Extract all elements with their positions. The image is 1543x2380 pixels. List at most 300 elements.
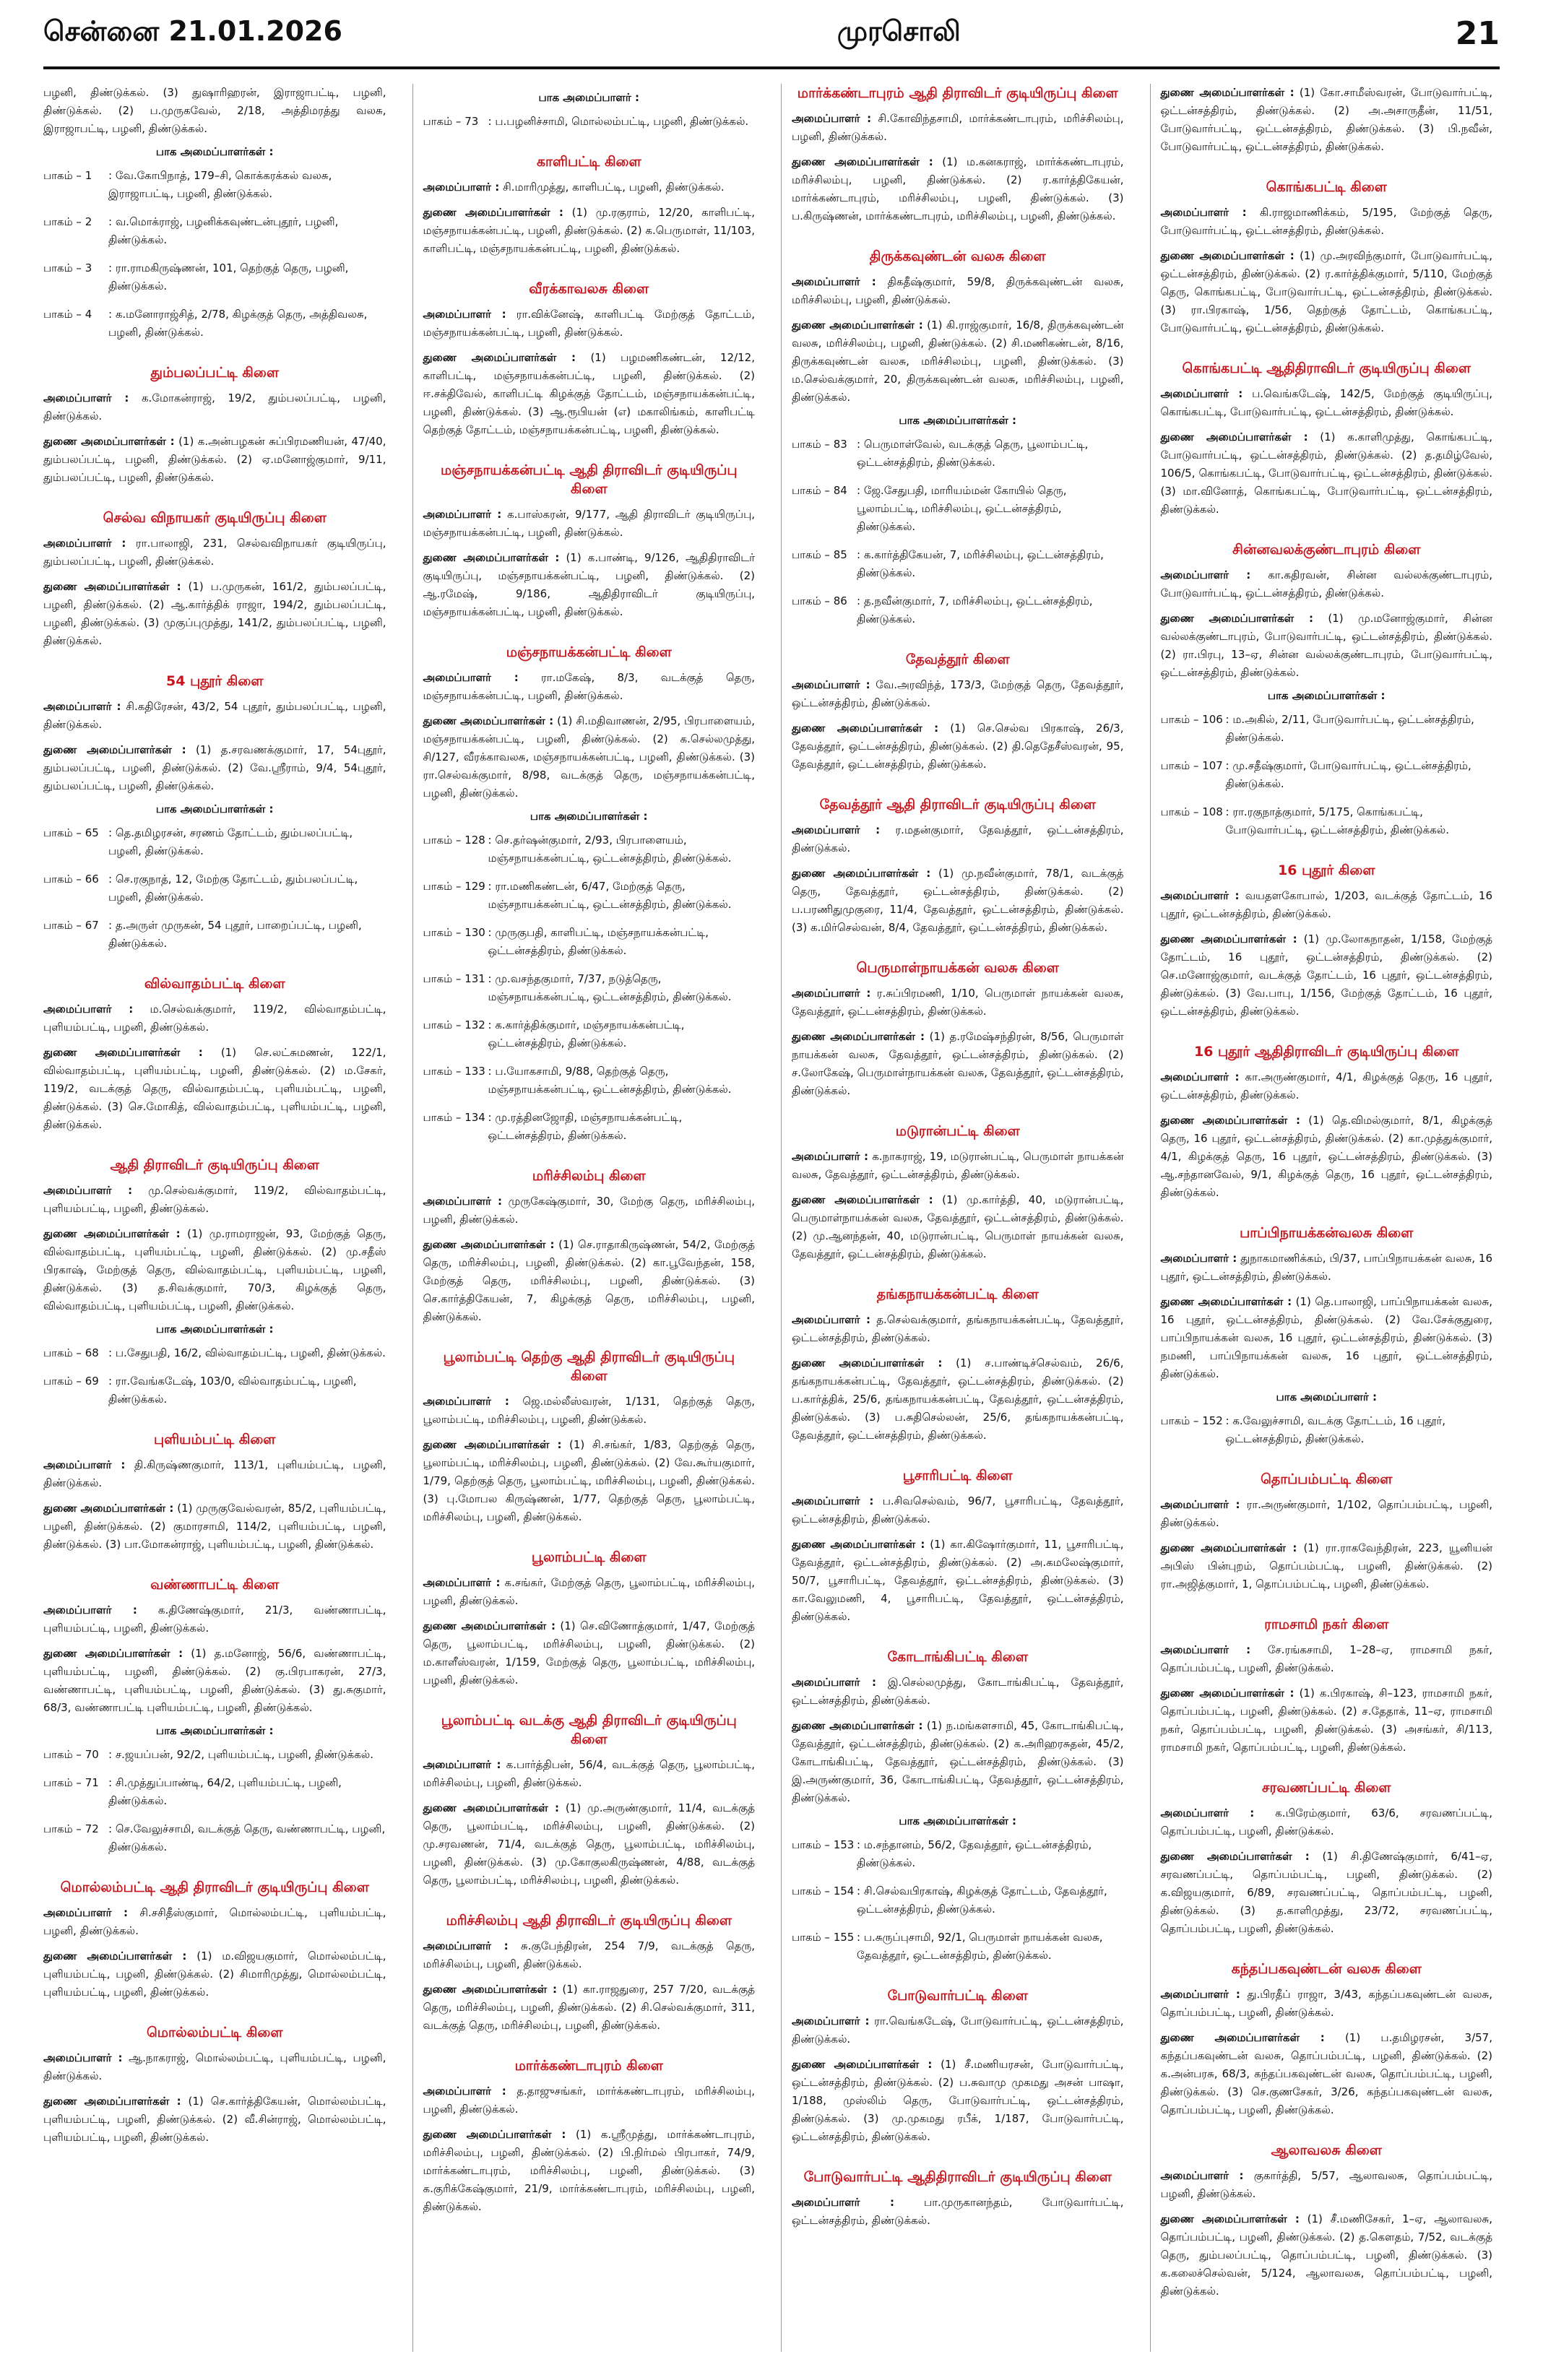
role-label: அமைப்பாளர் :	[792, 1150, 869, 1163]
booth-row	[1161, 711, 1493, 747]
branch-heading: மார்க்கண்டாபுரம் ஆதி திராவிடர் குடியிருப்பு கிளை	[797, 85, 1118, 101]
organizer-paragraph	[792, 1028, 1124, 1100]
branch-heading: கந்தப்பகவுண்டன் வலசு கிளை	[1231, 1961, 1422, 1977]
booth-number: பாகம் – 2	[43, 215, 92, 228]
role-label: அமைப்பாளர் :	[43, 1906, 129, 1919]
role-label: துணை அமைப்பாளர்கள் :	[423, 1238, 555, 1251]
organizer-text: க.சங்கர், மேற்குத் தெரு, பூலாம்பட்டி, மரிச்சிலம்பு, பழனி, திண்டுக்கல்.	[423, 1576, 755, 1607]
organizer-text: (1) ந.மங்களசாமி, 45, கோடாங்கிபட்டி, தேவத்தூர், ஒட்டன்சத்திரம், திண்டுக்கல். (2) க.அரிஹரசுதன், 45/2, கோடாங்கிபட்டி, தேவத்தூர், ஒட்டன்சத்திரம், திண்டுக்கல். (3) இ.அருண்குமார், 36, கோடாங்கிபட்டி, தேவத்தூர், ஒட்டன்சத்திரம், திண்டுக்கல்.	[792, 1719, 1124, 1804]
booth-row	[423, 113, 756, 131]
organizer-text: த.தாஜுசங்கர், மார்க்கண்டாபுரம், மரிச்சிலம்பு, பழனி, திண்டுக்கல்.	[423, 2085, 755, 2116]
role-label: அமைப்பாளர் :	[43, 700, 121, 713]
role-label: அமைப்பாளர் :	[423, 1758, 501, 1771]
role-label: துணை அமைப்பாளர்கள் :	[423, 714, 554, 727]
booth-number: பாகம் – 85	[792, 548, 847, 561]
organizer-text: ப.சிவசெல்வம், 96/7, பூசாரிபட்டி, தேவத்தூர், ஒட்டன்சத்திரம், திண்டுக்கல்.	[792, 1494, 1124, 1526]
booth-number: பாகம் – 4	[43, 308, 92, 321]
organizer-text: ஆ.நாகராஜ், மொல்லம்பட்டி, புளியம்பட்டி, பழனி, திண்டுக்கல்.	[43, 2051, 386, 2082]
branch-heading: தங்கநாயக்கன்பட்டி கிளை	[876, 1286, 1039, 1302]
role-label: அமைப்பாளர் :	[1160, 206, 1247, 219]
organizer-paragraph	[43, 2093, 386, 2147]
branch-heading: சரவணப்பட்டி கிளை	[1261, 1780, 1391, 1796]
branch-heading: போடுவார்பட்டி ஆதிதிராவிடர் குடியிருப்பு கிளை	[803, 2169, 1112, 2185]
organizer-paragraph	[1161, 385, 1493, 421]
organizer-text: (1) சி.சங்கர், 1/83, தெற்குத் தெரு, பூலாம்பட்டி, மரிச்சிலம்பு, பழனி, திண்டுக்கல். (2) வே.கூர்யகுமார், 1/79, தெற்குத் தெரு, பூலாம்பட்டி, மரிச்சிலம்பு, பழனி, திண்டுக்கல். (3) பு.மோபல கிருஷ்ணன், 1/77, தெற்குத் தெரு, பூலாம்பட்டி, மரிச்சிலம்பு, பழனி, திண்டுக்கல்.	[423, 1438, 755, 1523]
role-label: துணை அமைப்பாளர்கள் :	[792, 319, 923, 332]
organizer-text: (1) மு.ரகுராம், 12/20, காளிபட்டி, மஞ்சநாயக்கன்பட்டி, பழனி, திண்டுக்கல். (2) க.பெருமாள், 11/103, காளிபட்டி, மஞ்சநாயக்கன்பட்டி, பழனி, திண்டுக்கல்.	[423, 206, 755, 255]
organizer-text: (1) செ.செல்வ பிரகாஷ், 26/3, தேவத்தூர், ஒட்டன்சத்திரம், திண்டுக்கல். (2) தி.தெதேசீஸ்வரன், 95, தேவத்தூர், ஒட்டன்சத்திரம், திண்டுக்கல்.	[792, 722, 1124, 771]
role-label: அமைப்பாளர் :	[423, 1195, 503, 1208]
role-label: அமைப்பாளர் :	[792, 678, 870, 691]
branch-heading: மார்க்கண்டாபுரம் கிளை	[514, 2058, 663, 2074]
organizer-text: ரா.அருண்குமார், 1/102, தொப்பம்பட்டி, பழனி, திண்டுக்கல்.	[1160, 1498, 1492, 1529]
organizer-paragraph	[423, 306, 756, 342]
organizer-paragraph	[1161, 1496, 1493, 1532]
role-label: அமைப்பாளர் :	[423, 181, 500, 194]
organizer-text: (1) த.ரமேஷ்சந்திரன், 8/56, பெருமாள் நாயக்கன் வலசு, தேவத்தூர், ஒட்டன்சத்திரம், திண்டுக்கல். (2) ச.லோகேஷ், பெருமாள்நாயக்கன் வலசு, தேவத்தூர், ஒட்டன்சத்திரம், திண்டுக்கல்.	[792, 1030, 1124, 1097]
organizer-paragraph	[792, 2012, 1124, 2048]
organizer-text: முருகேஷ்குமார், 30, மேற்கு தெரு, மரிச்சிலம்பு, பழனி, திண்டுக்கல்.	[423, 1195, 755, 1226]
booth-organizer: : சி.முத்துப்பாண்டி, 64/2, புளியம்பட்டி, பழனி, திண்டுக்கல்.	[108, 1776, 342, 1807]
organizer-text: (1) க.காளிமுத்து, கொங்கபட்டி, போடுவார்பட்டி, ஒட்டன்சத்திரம், திண்டுக்கல். (2) த.தமிழ்வேல், 106/5, கொங்கபட்டி, போடுவார்பட்டி, ஒட்டன்சத்திரம், திண்டுக்கல். (3) மா.வினோத், கொங்கபட்டி, போடுவார்பட்டி, ஒட்டன்சத்திரம், திண்டுக்கல்.	[1160, 430, 1492, 516]
organizer-paragraph	[423, 1799, 756, 1890]
organizer-text: த.செல்வக்குமார், தங்கநாயக்கன்பட்டி, தேவத்தூர், ஒட்டன்சத்திரம், திண்டுக்கல்.	[792, 1313, 1124, 1344]
column-4	[1150, 84, 1500, 2352]
organizer-paragraph	[792, 1148, 1124, 1184]
booth-number: பாகம் – 130	[423, 926, 485, 939]
role-label: அமைப்பாளர் :	[792, 987, 871, 1000]
branch-heading: தும்பலப்பட்டி கிளை	[150, 365, 279, 381]
role-label: துணை அமைப்பாளர்கள் :	[1160, 612, 1314, 625]
branch-heading: மஞ்சநாயக்கன்பட்டி கிளை	[506, 644, 672, 660]
organizer-text: (1) மு.மனோஜ்குமார், சின்ன வல்லக்குண்டாபுரம், போடுவார்பட்டி, ஒட்டன்சத்திரம், திண்டுக்கல். (2) ரா.பிரபு, 13–ஏ, சின்ன வல்லக்குண்டாபுரம், போடுவார்பட்டி, ஒட்டன்சத்திரம், திண்டுக்கல்.	[1160, 612, 1492, 679]
organizer-paragraph	[792, 1536, 1124, 1626]
organizer-text: க.பார்த்திபன், 56/4, வடக்குத் தெரு, பூலாம்பட்டி, மரிச்சிலம்பு, பழனி, திண்டுக்கல்.	[423, 1758, 755, 1789]
branch-heading: மொல்லம்பட்டி ஆதி திராவிடர் குடியிருப்பு கிளை	[60, 1879, 369, 1895]
organizer-paragraph	[792, 2194, 1124, 2230]
organizer-text: ரா.பாலாஜி, 231, செல்வவிநாயகர் குடியிருப்பு, தும்பலப்பட்டி, பழனி, திண்டுக்கல்.	[43, 537, 386, 568]
branch-heading: பெருமாள்நாயக்கன் வலசு கிளை	[856, 960, 1059, 976]
booth-number: பாகம் – 133	[423, 1065, 485, 1078]
organizer-text: சி.சசிதீஸ்குமார், மொல்லம்பட்டி, புளியம்பட்டி, பழனி, திண்டுக்கல்.	[43, 1906, 386, 1937]
role-label: துணை அமைப்பாளர்கள் :	[792, 722, 939, 735]
role-label: அமைப்பாளர் :	[423, 1395, 509, 1408]
organizer-text: (1) பழமணிகண்டன், 12/12, காளிபட்டி, மஞ்சநாயக்கன்பட்டி, பழனி, திண்டுக்கல். (2) ஈ.சக்திவேல், காளிபட்டி கிழக்குத் தோட்டம், மஞ்சநாயக்கன்பட்டி, பழனி, திண்டுக்கல். (3) ஆ.ரூபியன் (எ) மகாலிங்கம், காளிபட்டி தெற்குத் தோட்டம், மஞ்சநாயக்கன்பட்டி, பழனி, திண்டுக்கல்.	[423, 351, 755, 436]
booth-organizer: : முருகுபதி, காளிபட்டி, மஞ்சநாயக்கன்பட்டி, ஒட்டன்சத்திரம், திண்டுக்கல்.	[488, 926, 709, 957]
organizer-paragraph	[423, 1393, 756, 1429]
booth-number: பாகம் – 108	[1160, 805, 1223, 818]
organizer-paragraph	[1161, 930, 1493, 1021]
role-label: அமைப்பாளர் :	[43, 537, 126, 550]
role-label: துணை அமைப்பாளர்கள் :	[1160, 932, 1297, 945]
organizer-paragraph	[792, 1492, 1124, 1528]
organizer-paragraph	[423, 1756, 756, 1792]
booth-number: பாகம் – 73	[423, 115, 479, 128]
organizer-text: க.திணேஷ்குமார், 21/3, வண்ணாபட்டி, புளியம்பட்டி, பழனி, திண்டுக்கல்.	[43, 1604, 386, 1635]
organizer-text: க.நாகராஜ், 19, மடுரான்பட்டி, பெருமாள் நாயக்கன் வலசு, தேவத்தூர், ஒட்டன்சத்திரம், திண்டுக்கல்.	[792, 1150, 1124, 1181]
branch-heading: காளிபட்டி கிளை	[536, 154, 641, 170]
role-label: துணை அமைப்பாளர்கள் :	[423, 1438, 562, 1451]
organizer-paragraph	[792, 153, 1124, 225]
organizer-paragraph	[1161, 2167, 1493, 2203]
organizer-text: (1) க.பிரகாஷ், சி–123, ராமசாமி நகர், தொப்பம்பட்டி, பழனி, திண்டுக்கல். (2) ச.தேதாக், 11–ஏ, ராமசாமி நகர், தொப்பம்பட்டி, பழனி, திண்டுக்கல். (3) அசங்கர், சி/113, ராமசாமி நகர், தொப்பம்பட்டி, பழனி, திண்டுக்கல்.	[1160, 1687, 1492, 1754]
role-label: துணை அமைப்பாளர்கள் :	[43, 1227, 181, 1240]
booth-organizer: : ச.ஜயப்பன், 92/2, புளியம்பட்டி, பழனி, திண்டுக்கல்.	[108, 1748, 374, 1761]
organizer-paragraph	[792, 676, 1124, 712]
role-label: துணை அமைப்பாளர்கள் :	[423, 2128, 566, 2141]
role-label: துணை அமைப்பாளர்கள் :	[1160, 430, 1308, 443]
role-label: அமைப்பாளர் :	[423, 508, 502, 521]
booth-row	[43, 1746, 386, 1764]
booth-row	[792, 1929, 1124, 1965]
organizer-text: சி.மாரிமுத்து, காளிபட்டி, பழனி, திண்டுக்கல்.	[499, 181, 725, 194]
booth-organizers-label: பாக அமைப்பாளர் :	[1276, 1390, 1377, 1403]
booth-number: பாகம் – 155	[792, 1931, 855, 1944]
role-label: அமைப்பாளர் :	[1160, 1988, 1240, 2001]
booth-organizer: : மு.ரத்தினஜோதி, மஞ்சநாயக்கன்பட்டி, ஒட்டன்சத்திரம், திண்டுக்கல்.	[488, 1111, 683, 1142]
booth-number: பாகம் – 71	[43, 1776, 99, 1789]
role-label: அமைப்பாளர் :	[423, 1939, 509, 1952]
organizer-paragraph	[43, 389, 386, 425]
role-label: துணை அமைப்பாளர்கள் :	[43, 2095, 181, 2108]
organizer-paragraph	[792, 316, 1124, 407]
organizer-paragraph	[43, 698, 386, 734]
role-label: துணை அமைப்பாளர்கள் :	[43, 1950, 187, 1963]
booth-organizer: : செ.ரகுநாத், 12, மேற்கு தோட்டம், தும்பலப்பட்டி, பழனி, திண்டுக்கல்.	[108, 873, 358, 904]
organizer-paragraph	[1161, 1684, 1493, 1757]
organizer-paragraph	[43, 1000, 386, 1037]
booth-row	[43, 824, 386, 860]
role-label: அமைப்பாளர் :	[1160, 1498, 1240, 1511]
booth-organizers-label: பாக அமைப்பாளர் :	[538, 91, 639, 104]
organizer-paragraph	[423, 1981, 756, 2035]
organizer-text: (1) செ.கார்த்திகேயன், மொல்லம்பட்டி, புளியம்பட்டி, பழனி, திண்டுக்கல். (2) வீ.சின்ராஜ், மொல்லம்பட்டி, புளியம்பட்டி, பழனி, திண்டுக்கல்.	[43, 2095, 386, 2144]
role-label: துணை அமைப்பாளர்கள் :	[1160, 86, 1295, 99]
role-label: துணை அமைப்பாளர்கள் :	[43, 435, 175, 448]
organizer-text: குகார்த்தி, 5/57, ஆலாவலசு, தொப்பம்பட்டி, பழனி, திண்டுக்கல்.	[1160, 2169, 1492, 2200]
booth-number: பாகம் – 154	[792, 1884, 855, 1897]
organizer-paragraph	[1161, 428, 1493, 519]
booth-row	[423, 1063, 756, 1099]
organizer-text: கா.கதிரவன், சின்ன வல்லக்குண்டாபுரம், போடுவார்பட்டி, ஒட்டன்சத்திரம், திண்டுக்கல்.	[1160, 568, 1492, 600]
role-label: அமைப்பாளர் :	[43, 1458, 126, 1471]
column-1	[43, 84, 394, 2352]
organizer-text: ம.செல்வக்குமார், 119/2, வில்வாதம்பட்டி, புளியம்பட்டி, பழனி, திண்டுக்கல்.	[43, 1003, 386, 1034]
booth-row	[43, 213, 386, 249]
organizer-text: (1) சீ.மணியரசன், போடுவார்பட்டி, ஒட்டன்சத்திரம், திண்டுக்கல். (2) ப.சுவாமு முகமது அசன் பாஷா, 1/188, முஸ்லிம் தெரு, போடுவார்பட்டி, ஒட்டன்சத்திரம், திண்டுக்கல். (3) மு.முகமது ரபீக், 1/187, போடுவார்பட்டி, ஒட்டன்சத்திரம், திண்டுக்கல்.	[792, 2058, 1124, 2143]
role-label: அமைப்பாளர் :	[43, 391, 129, 404]
branch-heading: தேவத்தூர் கிளை	[905, 652, 1010, 667]
branch-heading: 16 புதூர் கிளை	[1278, 862, 1375, 878]
role-label: துணை அமைப்பாளர்கள் :	[1160, 1295, 1292, 1308]
organizer-text: (1) முருகுவேல்வரன், 85/2, புளியம்பட்டி, பழனி, திண்டுக்கல். (2) குமாரசாமி, 114/2, புளியம்பட்டி, பழனி, திண்டுக்கல். (3) பா.மோகன்ராஜ், புளியம்பட்டி, பழனி, திண்டுக்கல்.	[43, 1502, 386, 1551]
organizer-paragraph	[43, 1645, 386, 1717]
organizer-paragraph	[1161, 204, 1493, 240]
branch-heading: மரிச்சிலம்பு கிளை	[532, 1168, 646, 1184]
role-label: அமைப்பாளர் :	[43, 1003, 134, 1016]
role-label: அமைப்பாளர் :	[1160, 1806, 1255, 1819]
organizer-paragraph	[1161, 247, 1493, 337]
organizer-text: (1) மு.அருண்குமார், 11/4, வடக்குத் தெரு, பூலாம்பட்டி, மரிச்சிலம்பு, பழனி, திண்டுக்கல். (2) மு.சரவணன், 71/4, வடக்குத் தெரு, பூலாம்பட்டி, மரிச்சிலம்பு, பழனி, திண்டுக்கல். (3) மு.கோகுலகிருஷ்ணன், 4/88, வடக்குத் தெரு, பூலாம்பட்டி, மரிச்சிலம்பு, பழனி, திண்டுக்கல்.	[423, 1801, 755, 1887]
booth-organizer: : க.மனோராஜ்சித், 2/78, கிழக்குத் தெரு, அத்திவலசு, பழனி, திண்டுக்கல்.	[108, 308, 368, 339]
branch-heading: ராமசாமி நகர் கிளை	[1264, 1617, 1389, 1632]
organizer-paragraph	[43, 1182, 386, 1218]
booth-organizers-label: பாக அமைப்பாளர்கள் :	[899, 1814, 1017, 1827]
branch-heading: திருக்கவுண்டன் வலசு கிளை	[869, 248, 1046, 264]
role-label: துணை அமைப்பாளர்கள் :	[43, 1502, 174, 1515]
branch-heading: மொல்லம்பட்டி கிளை	[146, 2025, 283, 2041]
role-label: துணை அமைப்பாளர்கள் :	[1160, 1541, 1297, 1554]
booth-row	[792, 1836, 1124, 1872]
organizer-paragraph	[1161, 1112, 1493, 1202]
booth-organizer: : ம.அகில், 2/11, போடுவார்பட்டி, ஒட்டன்சத்திரம், திண்டுக்கல்.	[1225, 713, 1474, 744]
booth-row	[43, 870, 386, 906]
booth-organizer: : ப.பழனிச்சாமி, மொல்லம்பட்டி, பழனி, திண்டுக்கல்.	[488, 115, 749, 128]
organizer-text: (1) மு.அரவிந்குமார், போடுவார்பட்டி, ஒட்டன்சத்திரம், திண்டுக்கல். (2) ர.கார்த்திக்குமார், 5/110, மேற்குத் தெரு, கொங்கபட்டி, போடுவார்பட்டி, ஒட்டன்சத்திரம், திண்டுக்கல். (3) ரா.பிரகாஷ், 1/56, தெற்குத் தோட்டம், கொங்கபட்டி, போடுவார்பட்டி, ஒட்டன்சத்திரம், திண்டுக்கல்.	[1160, 249, 1492, 334]
organizer-text: (1) செ.லட்சுமணன், 122/1, வில்வாதம்பட்டி, புளியம்பட்டி, பழனி, திண்டுக்கல். (2) ம.சேகர், 119/2, வடக்குத் தெரு, வில்வாதம்பட்டி, புளியம்பட்டி, பழனி, திண்டுக்கல். (3) செ.மோகித், வில்வாதம்பட்டி, புளியம்பட்டி, பழனி, திண்டுக்கல்.	[43, 1046, 386, 1131]
booth-organizer: : க.வேலுச்சாமி, வடக்கு தோட்டம், 16 புதூர், ஒட்டன்சத்திரம், திண்டுக்கல்.	[1225, 1414, 1445, 1445]
booth-row	[423, 831, 756, 867]
booth-number: பாகம் – 86	[792, 594, 847, 607]
branch-heading: பூலாம்பட்டி தெற்கு ஆதி திராவிடர் குடியிருப்பு கிளை	[443, 1349, 735, 1384]
organizer-text: ர.மதன்குமார், தேவத்தூர், ஒட்டன்சத்திரம், திண்டுக்கல்.	[792, 823, 1124, 854]
role-label: அமைப்பாளர் :	[792, 1494, 874, 1507]
organizer-text: (1) செ.ராதாகிருஷ்ணன், 54/2, மேற்குத் தெரு, மரிச்சிலம்பு, பழனி, திண்டுக்கல். (2) கா.பூவேந்தன், 158, மேற்குத் தெரு, மரிச்சிலம்பு, பழனி, திண்டுக்கல். (3) செ.கார்த்திகேயன், 7, கிழக்குத் தெரு, மரிச்சிலம்பு, பழனி, திண்டுக்கல்.	[423, 1238, 755, 1323]
organizer-text: (1) க.பாண்டி, 9/126, ஆதிதிராவிடர் குடியிருப்பு, மஞ்சநாயக்கன்பட்டி, பழனி, திண்டுக்கல். (2) ஆ.ரமேஷ், 9/186, ஆதிதிராவிடர் குடியிருப்பு, மஞ்சநாயக்கன்பட்டி, பழனி, திண்டுக்கல்.	[423, 551, 755, 618]
booth-number: பாகம் – 128	[423, 834, 485, 847]
role-label: துணை அமைப்பாளர்கள் :	[423, 1801, 560, 1814]
booth-organizer: : பெருமாள்வேல், வடக்குத் தெரு, பூலாம்பட்டி, ஒட்டன்சத்திரம், திண்டுக்கல்.	[857, 438, 1089, 469]
branch-heading: மடுரான்பட்டி கிளை	[895, 1123, 1020, 1139]
role-label: அமைப்பாளர் :	[792, 823, 881, 836]
organizer-text: ஜெ.மல்லீஸ்வரன், 1/131, தெற்குத் தெரு, பூலாம்பட்டி, மரிச்சிலம்பு, பழனி, திண்டுக்கல்.	[423, 1395, 755, 1426]
role-label: அமைப்பாளர் :	[792, 112, 872, 125]
branch-heading: வில்வாதம்பட்டி கிளை	[144, 976, 285, 992]
booth-organizers-label: பாக அமைப்பாளர்கள் :	[155, 1323, 274, 1336]
booth-row	[792, 482, 1124, 536]
organizer-text: திகதீஷ்குமார், 59/8, திருக்கவுண்டன் வலசு, மரிச்சிலம்பு, பழனி, திண்டுக்கல்.	[792, 275, 1124, 306]
organizer-paragraph	[792, 1717, 1124, 1807]
organizer-paragraph	[43, 1904, 386, 1940]
branch-heading: வீரக்காவலசு கிளை	[529, 281, 649, 297]
booth-number: பாகம் – 3	[43, 261, 92, 274]
organizer-paragraph	[43, 1456, 386, 1492]
role-label: துணை அமைப்பாளர்கள் :	[423, 351, 576, 364]
column-3	[781, 84, 1131, 2352]
booth-row	[43, 1372, 386, 1408]
role-label: அமைப்பாளர் :	[1160, 568, 1251, 581]
booth-organizer: : ரா.மணிகண்டன், 6/47, மேற்குத் தெரு, மஞ்சநாயக்கன்பட்டி, ஒட்டன்சத்திரம், திண்டுக்கல்.	[488, 880, 732, 911]
booth-number: பாகம் – 69	[43, 1375, 99, 1388]
organizer-text: சி.கதிரேசன், 43/2, 54 புதூர், தும்பலப்பட்டி, பழனி, திண்டுக்கல்.	[43, 700, 386, 731]
organizer-paragraph	[423, 712, 756, 802]
booth-number: பாகம் – 66	[43, 873, 99, 886]
role-label: அமைப்பாளர் :	[423, 671, 519, 684]
role-label: துணை அமைப்பாளர்கள் :	[43, 743, 186, 756]
organizer-paragraph	[43, 1601, 386, 1637]
organizer-paragraph	[1161, 2029, 1493, 2119]
organizer-paragraph	[792, 1191, 1124, 1263]
branch-heading: தொப்பம்பட்டி கிளை	[1261, 1471, 1393, 1487]
role-label: துணை அமைப்பாளர்கள் :	[792, 1719, 923, 1732]
organizer-text: ப.வெங்கடேஷ், 142/5, மேற்குத் குடியிருப்பு, கொங்கபட்டி, போடுவார்பட்டி, ஒட்டன்சத்திரம், திண்டுக்கல்.	[1160, 387, 1492, 418]
organizer-text: (1) மு.லோகநாதன், 1/158, மேற்குத் தோட்டம், 16 புதூர், ஒட்டன்சத்திரம், திண்டுக்கல். (2) செ.மனோஜ்குமார், வடக்குத் தோட்டம், 16 புதூர், ஒட்டன்சத்திரம், திண்டுக்கல். (3) வே.பாபு, 1/156, மேற்குத் தோட்டம், 16 புதூர், ஒட்டன்சத்திரம், திண்டுக்கல்.	[1160, 932, 1492, 1018]
booth-organizers-label: பாக அமைப்பாளர்கள் :	[899, 414, 1017, 427]
role-label: அமைப்பாளர் :	[792, 2196, 894, 2209]
booth-organizer: : ரா.ரகுநாத்குமார், 5/175, கொங்கபட்டி, போடுவார்பட்டி, ஒட்டன்சத்திரம், திண்டுக்கல்.	[1225, 805, 1450, 836]
role-label: அமைப்பாளர் :	[43, 2051, 123, 2064]
booth-number: பாகம் – 84	[792, 484, 847, 497]
booth-row	[43, 306, 386, 342]
role-label: துணை அமைப்பாளர்கள் :	[43, 1647, 183, 1660]
branch-heading: தேவத்தூர் ஆதி திராவிடர் குடியிருப்பு கிளை	[819, 797, 1096, 813]
organizer-text: ர.சுப்பிரமணி, 1/10, பெருமாள் நாயக்கன் வலசு, தேவத்தூர், ஒட்டன்சத்திரம், திண்டுக்கல்.	[792, 987, 1124, 1018]
booth-organizer: : த.நவீன்குமார், 7, மரிச்சிலம்பு, ஒட்டன்சத்திரம், திண்டுக்கல்.	[857, 594, 1093, 626]
organizer-text: இ.செல்லமுத்து, கோடாங்கிபட்டி, தேவத்தூர், ஒட்டன்சத்திரம், திண்டுக்கல்.	[792, 1676, 1124, 1707]
role-label: துணை அமைப்பாளர்கள் :	[1160, 1850, 1310, 1863]
organizer-text: (1) மு.கார்த்தி, 40, மடுரான்பட்டி, பெருமாள்நாயக்கன் வலசு, தேவத்தூர், ஒட்டன்சத்திரம், திண்டுக்கல். (2) மு.ஆனந்தன், 40, மடுரான்பட்டி, பெருமாள் நாயக்கன் வலசு, தேவத்தூர், ஒட்டன்சத்திரம், திண்டுக்கல்.	[792, 1193, 1124, 1260]
booth-organizer: : வே.கோபிநாத், 179–சி, கொக்கரக்கல் வலசு, இராஜாபட்டி, பழனி, திண்டுக்கல்.	[108, 169, 332, 200]
organizer-paragraph	[423, 178, 756, 196]
booth-organizer: : ம.சந்தானம், 56/2, தேவத்தூர், ஒட்டன்சத்திரம், திண்டுக்கல்.	[857, 1838, 1092, 1869]
organizer-text: பா.முருகானந்தம், போடுவார்பட்டி, ஒட்டன்சத்திரம், திண்டுக்கல்.	[792, 2196, 1124, 2227]
booth-organizer: : செ.வேலுச்சாமி, வடக்குத் தெரு, வண்ணாபட்டி, பழனி, திண்டுக்கல்.	[108, 1822, 386, 1853]
branch-heading: வண்ணாபட்டி கிளை	[150, 1577, 280, 1593]
organizer-text: (1) கா.ராஜதுரை, 257 7/20, வடக்குத் தெரு, மரிச்சிலம்பு, பழனி, திண்டுக்கல். (2) சி.செல்வக்குமார், 311, வடக்குத் தெரு, மரிச்சிலம்பு, பழனி, திண்டுக்கல்.	[423, 1983, 755, 2032]
organizer-text: துநாகமாணிக்கம், பி/37, பாப்பிநாயக்கன் வலசு, 16 புதூர், ஒட்டன்சத்திரம், திண்டுக்கல்.	[1160, 1252, 1492, 1283]
organizer-paragraph	[423, 349, 756, 439]
organizer-text: க.மோகன்ராஜ், 19/2, தும்பலப்பட்டி, பழனி, திண்டுக்கல்.	[43, 391, 386, 423]
booth-organizer: : ப.சுருப்புசாமி, 92/1, பெருமாள் நாயக்கன் வலசு, தேவத்தூர், ஒட்டன்சத்திரம், திண்டுக்கல்.	[857, 1931, 1103, 1962]
booth-number: பாகம் – 70	[43, 1748, 99, 1761]
organizer-paragraph	[43, 433, 386, 487]
organizer-paragraph	[792, 2056, 1124, 2146]
branch-heading: புளியம்பட்டி கிளை	[154, 1432, 276, 1448]
role-label: துணை அமைப்பாளர்கள் :	[423, 551, 560, 564]
role-label: துணை அமைப்பாளர்கள் :	[792, 1356, 943, 1369]
booth-number: பாகம் – 153	[792, 1838, 855, 1851]
organizer-text: (1) ம.விஜயகுமார், மொல்லம்பட்டி, புளியம்பட்டி, பழனி, திண்டுக்கல். (2) சிமாரிமுத்து, மொல்லம்பட்டி, புளியம்பட்டி, பழனி, திண்டுக்கல்.	[43, 1950, 386, 1999]
organizer-paragraph	[43, 84, 386, 138]
organizer-paragraph	[43, 1044, 386, 1134]
booth-organizer: : வ.மொக்ராஜ், பழனிக்கவுண்டன்புதூர், பழனி, திண்டுக்கல்.	[108, 215, 339, 246]
role-label: துணை அமைப்பாளர்கள் :	[792, 1193, 933, 1206]
organizer-paragraph	[1161, 1641, 1493, 1677]
booth-organizer: : ப.யோகசாமி, 9/88, தெற்குத் தெரு, மஞ்சநாயக்கன்பட்டி, ஒட்டன்சத்திரம், திண்டுக்கல்.	[488, 1065, 732, 1096]
organizer-text: (1) க.அன்பழகன் சுப்பிரமணியன், 47/40, தும்பலப்பட்டி, பழனி, திண்டுக்கல். (2) ஏ.மனோஜ்குமார், 9/11, தும்பலப்பட்டி, பழனி, திண்டுக்கல்.	[43, 435, 386, 484]
role-label: துணை அமைப்பாளர்கள் :	[792, 155, 933, 168]
booth-number: பாகம் – 1	[43, 169, 92, 182]
role-label: அமைப்பாளர் :	[792, 2015, 870, 2028]
organizer-paragraph	[43, 535, 386, 571]
booth-number: பாகம் – 152	[1160, 1414, 1223, 1427]
organizer-text: மு.செல்வக்குமார், 119/2, வில்வாதம்பட்டி, புளியம்பட்டி, பழனி, திண்டுக்கல்.	[43, 1184, 386, 1215]
organizer-text: (1) சீ.மணிசேகர், 1–ஏ, ஆலாவலசு, தொப்பம்பட்டி, பழனி, திண்டுக்கல். (2) த.கௌதம், 7/52, வடக்குத் தெரு, தும்பலப்பட்டி, தொப்பம்பட்டி, பழனி, திண்டுக்கல். (3) க.கலைச்செல்வன், 5/124, ஆலாவலசு, தொப்பம்பட்டி, பழனி, திண்டுக்கல்.	[1160, 2212, 1492, 2298]
organizer-paragraph	[1161, 1848, 1493, 1938]
booth-organizers-label: பாக அமைப்பாளர்கள் :	[155, 1724, 274, 1737]
branch-heading: போடுவார்பட்டி கிளை	[887, 1988, 1028, 2004]
booth-row	[792, 436, 1124, 472]
organizer-paragraph	[792, 719, 1124, 774]
organizer-paragraph	[43, 1947, 386, 2002]
booth-row	[43, 1774, 386, 1810]
role-label: அமைப்பாளர் :	[1160, 1643, 1251, 1656]
organizer-text: (1) த.சரவணக்குமார், 17, 54புதூர், தும்பலப்பட்டி, பழனி, திண்டுக்கல். (2) வே.ஸ்ரீராம், 9/4, 54புதூர், தும்பலப்பட்டி, பழனி, திண்டுக்கல்.	[43, 743, 386, 792]
organizer-paragraph	[423, 1617, 756, 1689]
organizer-text: (1) சி.திணேஷ்குமார், 6/41–ஏ, சரவணப்பட்டி, தொப்பம்பட்டி, பழனி, திண்டுக்கல். (2) க.விஜயகுமார், 6/89, சரவணப்பட்டி, தொப்பம்பட்டி, பழனி, திண்டுக்கல். (3) த.காளிமுத்து, 23/72, சரவணப்பட்டி, தொப்பம்பட்டி, பழனி, திண்டுக்கல்.	[1160, 1850, 1492, 1935]
organizer-text: வயதளகோபால், 1/203, வடக்குத் தோட்டம், 16 புதூர், ஒட்டன்சத்திரம், திண்டுக்கல்.	[1160, 889, 1492, 920]
role-label: அமைப்பாளர் :	[1160, 2169, 1244, 2182]
masthead	[43, 0, 1500, 69]
role-label: துணை அமைப்பாளர்கள் :	[43, 580, 181, 593]
organizer-paragraph	[1161, 1250, 1493, 1286]
organizer-paragraph	[423, 1574, 756, 1610]
booth-number: பாகம் – 131	[423, 972, 485, 985]
booth-organizer: : க.கார்த்திகேயன், 7, மரிச்சிலம்பு, ஒட்டன்சத்திரம், திண்டுக்கல்.	[857, 548, 1104, 579]
organizer-text: (1) கா.கிஷோர்குமார், 11, பூசாரிபட்டி, தேவத்தூர், ஒட்டன்சத்திரம், திண்டுக்கல். (2) அ.கமலேஷ்குமார், 50/7, பூசாரிபட்டி, தேவத்தூர், ஒட்டன்சத்திரம், திண்டுக்கல். (3) கா.வேலுமணி, 4, பூசாரிபட்டி, தேவத்தூர், ஒட்டன்சத்திரம், திண்டுக்கல்.	[792, 1538, 1124, 1623]
role-label: துணை அமைப்பாளர்கள் :	[1160, 1114, 1300, 1127]
branch-heading: கொங்கபட்டி கிளை	[1266, 179, 1387, 195]
organizer-paragraph	[792, 1311, 1124, 1347]
booth-organizer: : செ.தர்ஷன்குமார், 2/93, பிரபாளையம், மஞ்சநாயக்கன்பட்டி, ஒட்டன்சத்திரம், திண்டுக்கல்.	[488, 834, 732, 865]
booth-row	[1161, 1412, 1493, 1448]
booth-organizers-label: பாக அமைப்பாளர்கள் :	[155, 145, 274, 158]
booth-row	[423, 1016, 756, 1052]
booth-organizer: : ப.சேதுபதி, 16/2, வில்வாதம்பட்டி, பழனி, திண்டுக்கல்.	[108, 1346, 386, 1359]
booth-row	[43, 1344, 386, 1362]
role-label: துணை அமைப்பாளர்கள் :	[792, 867, 931, 880]
branch-heading: ஆதி திராவிடர் குடியிருப்பு கிளை	[110, 1157, 319, 1173]
booth-number: பாகம் – 106	[1160, 713, 1223, 726]
role-label: அமைப்பாளர் :	[1160, 387, 1243, 400]
organizer-paragraph	[423, 1937, 756, 1973]
organizer-text: (1) தெ.விமல்குமார், 8/1, கிழக்குத் தெரு, 16 புதூர், ஒட்டன்சத்திரம், திண்டுக்கல். (2) கா.முத்துக்குமார், 4/1, கிழக்குத் தெரு, 16 புதூர், ஒட்டன்சத்திரம், திண்டுக்கல். (3) ஆ.சந்தானவேல், 9/1, கிழக்குத் தெரு, 16 புதூர், ஒட்டன்சத்திரம், திண்டுக்கல்.	[1160, 1114, 1492, 1199]
organizer-paragraph	[1161, 1804, 1493, 1840]
organizer-paragraph	[1161, 1293, 1493, 1383]
organizer-text: (1) ரா.ராகவேந்திரன், 223, யூனியன் அபிஸ் பின்புறம், தொப்பம்பட்டி, பழனி, திண்டுக்கல். (2) ரா.அஜித்குமார், 1, தொப்பம்பட்டி, பழனி, திண்டுக்கல்.	[1160, 1541, 1492, 1591]
organizer-paragraph	[423, 204, 756, 258]
booth-row	[792, 546, 1124, 582]
role-label: துணை அமைப்பாளர்கள் :	[792, 2058, 933, 2071]
organizer-text: (1) மு.நவீன்குமார், 78/1, வடக்குத் தெரு, தேவத்தூர், ஒட்டன்சத்திரம், திண்டுக்கல். (2) ப.பரணிதுமுகுரை, 11/4, தேவத்தூர், ஒட்டன்சத்திரம், திண்டுக்கல். (3) க.மிர்செல்வன், 8/4, தேவத்தூர், ஒட்டன்சத்திரம், திண்டுக்கல்.	[792, 867, 1124, 934]
branch-heading: மஞ்சநாயக்கன்பட்டி ஆதி திராவிடர் குடியிருப்பு கிளை	[441, 462, 738, 497]
role-label: அமைப்பாளர் :	[792, 1676, 876, 1689]
organizer-paragraph	[423, 1436, 756, 1526]
organizer-text: சி.கோவிந்தசாமி, மார்க்கண்டாபுரம், மரிச்சிலம்பு, பழனி, திண்டுக்கல்.	[792, 112, 1124, 143]
organizer-text: (1) ம.கனகராஜ், மார்க்கண்டாபுரம், மரிச்சிலம்பு, பழனி, திண்டுக்கல். (2) ர.கார்த்திகேயன், மார்க்கண்டாபுரம், மரிச்சிலம்பு, பழனி, திண்டுக்கல். (3) ப.கிருஷ்ணன், மார்க்கண்டாபுரம், மரிச்சிலம்பு, பழனி, திண்டுக்கல்.	[792, 155, 1124, 222]
role-label: அமைப்பாளர் :	[423, 2085, 506, 2098]
organizer-text: (1) கி.ராஜ்குமார், 16/8, திருக்கவுண்டன் வலசு, மரிச்சிலம்பு, பழனி, திண்டுக்கல். (2) சி.மணிகண்டன், 8/16, திருக்கவுண்டன் வலசு, மரிச்சிலம்பு, பழனி, திண்டுக்கல். (3) ம.செல்வக்குமார், 20, திருக்கவுண்டன் வலசு, மரிச்சிலம்பு, பழனி, திண்டுக்கல்.	[792, 319, 1124, 404]
organizer-text: ரா.விக்னேஷ், காளிபட்டி மேற்குத் தோட்டம், மஞ்சநாயக்கன்பட்டி, பழனி, திண்டுக்கல்.	[423, 308, 755, 339]
organizer-paragraph	[792, 273, 1124, 309]
organizer-text: (1) ப.முருகன், 161/2, தும்பலப்பட்டி, பழனி, திண்டுக்கல். (2) ஆ.கார்த்திக் ராஜா, 194/2, தும்பலப்பட்டி, பழனி, திண்டுக்கல். (3) முகுப்புமுத்து, 141/2, தும்பலப்பட்டி, பழனி, திண்டுக்கல்.	[43, 580, 386, 647]
organizer-text: தி.கிருஷ்ணகுமார், 113/1, புளியம்பட்டி, பழனி, திண்டுக்கல்.	[43, 1458, 386, 1489]
organizer-text: கி.ராஜமாணிக்கம், 5/195, மேற்குத் தெரு, போடுவார்பட்டி, ஒட்டன்சத்திரம், திண்டுக்கல்.	[1160, 206, 1492, 237]
booth-number: பாகம் – 132	[423, 1018, 485, 1031]
branch-heading: பாப்பிநாயக்கன்வலசு கிளை	[1240, 1225, 1414, 1241]
organizer-paragraph	[1161, 566, 1493, 602]
booth-row	[43, 167, 386, 203]
organizer-paragraph	[792, 985, 1124, 1021]
booth-number: பாகம் – 72	[43, 1822, 99, 1835]
booth-organizers-label: பாக அமைப்பாளர்கள் :	[1267, 689, 1386, 702]
role-label: துணை அமைப்பாளர்கள் :	[423, 1983, 557, 1996]
role-label: அமைப்பாளர் :	[43, 1604, 137, 1617]
booth-row	[423, 970, 756, 1006]
role-label: துணை அமைப்பாளர்கள் :	[1160, 2212, 1300, 2225]
organizer-text: (1) தெ.பாலாஜி, பாப்பிநாயக்கன் வலசு, 16 புதூர், ஒட்டன்சத்திரம், திண்டுக்கல். (2) வே.சேக்குதுரை, பாப்பிநாயக்கன் வலசு, 16 புதூர், ஒட்டன்சத்திரம், திண்டுக்கல். (3) நமணி, பாப்பிநாயக்கன் வலசு, 16 புதூர், ஒட்டன்சத்திரம், திண்டுக்கல்.	[1160, 1295, 1492, 1380]
organizer-text: ரா.வெங்கடேஷ், போடுவார்பட்டி, ஒட்டன்சத்திரம், திண்டுக்கல்.	[792, 2015, 1124, 2046]
